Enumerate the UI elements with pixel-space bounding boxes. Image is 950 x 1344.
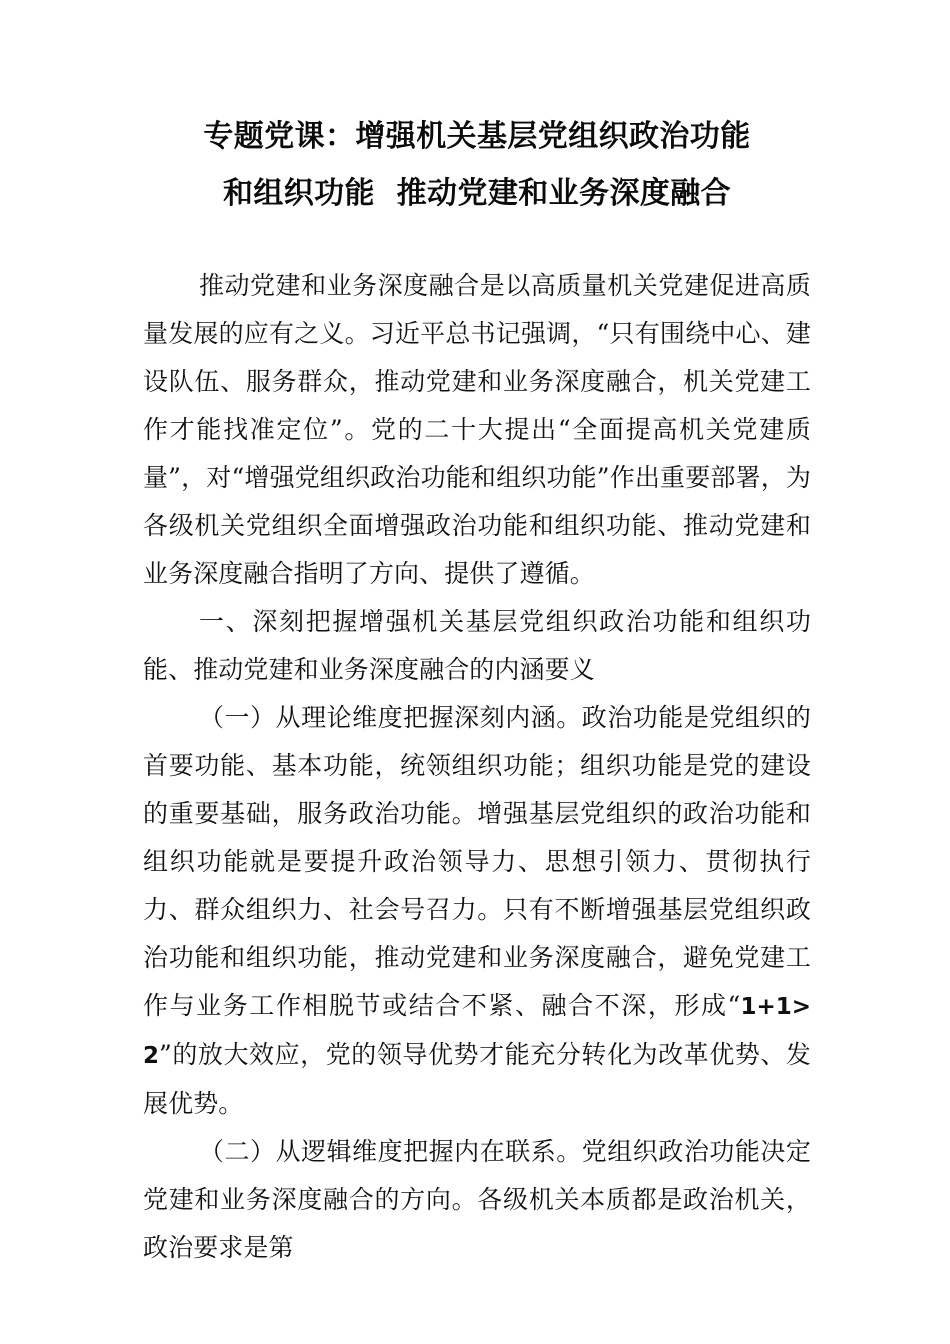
paragraph-subsection-1-1 <box>143 694 811 1128</box>
paragraph-intro: 推动党建和业务深度融合是以高质量机关党建促进高质量发展的应有之义。习近平总书记强调，“只有围绕中心、建设队伍、服务群众，推动党建和业务深度融合，机关党建工作才能找准定位”。党的二十大提出“全面提高机关党建质量”，对“增强党组织政治功能和组织功能”作出重要部署，为各级机关党组织全面增强政治功能和组织功能、推动党建和业务深度融合指明了方向、提供了遵循。 <box>143 271 811 588</box>
paragraph-subsection-1-1-text-before: （一）从理论维度把握深刻内涵。政治功能是党组织的首要功能、基本功能，统领组织功能；组织功能是党的建设的重要基础，服务政治功能。增强基层党组织的政治功能和组织功能就是要提升政治领导力、思想引领力、贯彻执行力、群众组织力、社会号召力。只有不断增强基层党组织政治功能和组织功能，推动党建和业务深度融合，避免党建工作与业务工作相脱节或结合不紧、融合不深，形成“ <box>143 703 811 1020</box>
document-body <box>143 262 811 1272</box>
inline-formula-one-plus-one-gt-two: 1+1>2 <box>143 994 811 1069</box>
document-title-line-2: 和组织功能 推动党建和业务深度融合 <box>222 176 732 211</box>
section-heading-1: 一、深刻把握增强机关基层党组织政治功能和组织功能、推动党建和业务深度融合的内涵要义 <box>143 607 811 684</box>
paragraph-subsection-1-2: （二）从逻辑维度把握内在联系。党组织政治功能决定党建和业务深度融合的方向。各级机关本质都是政治机关，政治要求是第 <box>143 1137 811 1262</box>
paragraph-subsection-1-1-text-after: ”的放大效应，党的领导优势才能充分转化为改革优势、发展优势。 <box>143 1040 811 1118</box>
document-title <box>143 108 811 222</box>
document-title-line-1: 专题党课：增强机关基层党组织政治功能 <box>203 119 751 154</box>
